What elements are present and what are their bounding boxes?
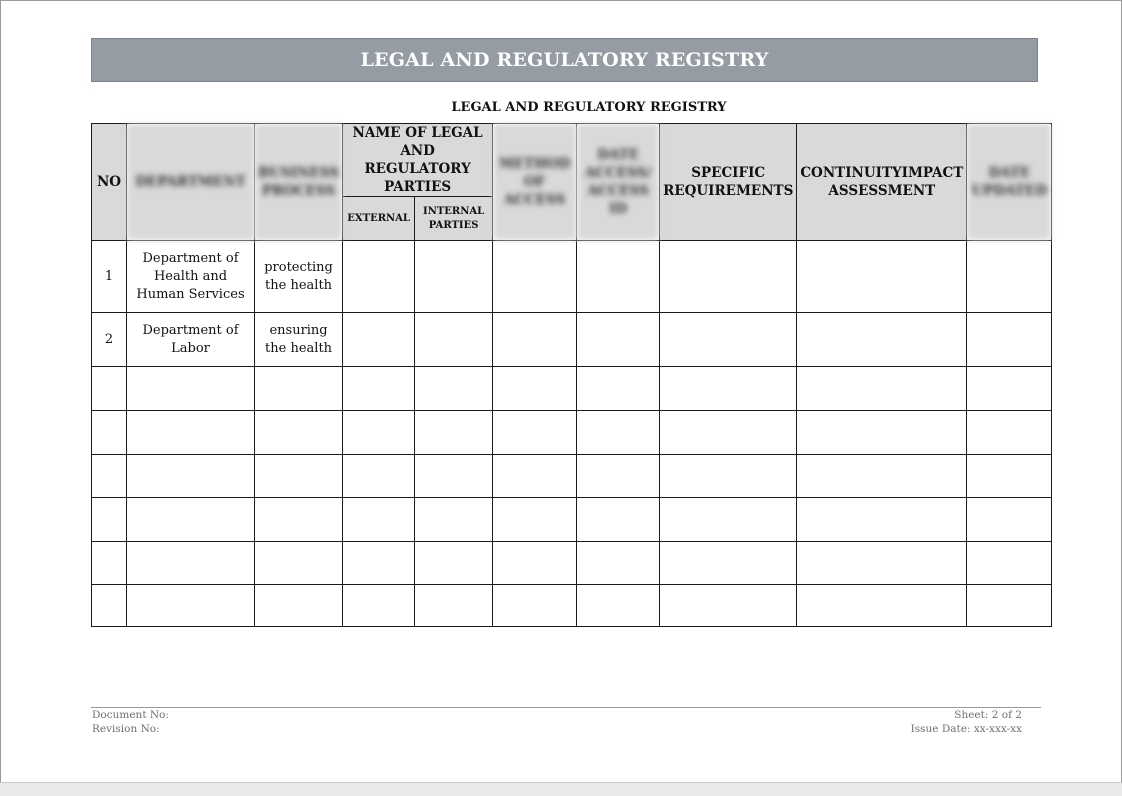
empty-cell [577,367,660,411]
empty-cell [343,498,415,542]
table-row [92,542,1052,585]
empty-cell [92,498,127,542]
empty-cell [415,585,493,627]
header-method-of-access: METHOD OF ACCESS [493,124,577,241]
sheet-number: Sheet: 2 of 2 [954,709,1022,721]
cell-date-access [577,313,660,367]
cell-requirements [660,241,797,313]
empty-cell [255,367,343,411]
empty-cell [660,455,797,498]
empty-cell [127,498,255,542]
table-title: LEGAL AND REGULATORY REGISTRY [451,100,727,115]
empty-cell [797,542,967,585]
revision-no-label: Revision No: [92,723,160,735]
empty-cell [343,455,415,498]
empty-cell [967,498,1052,542]
header-no: NO [92,124,127,241]
table-row [92,313,1052,367]
empty-cell [577,585,660,627]
cell-internal [415,313,493,367]
empty-cell [797,498,967,542]
empty-cell [343,411,415,455]
empty-cell [92,542,127,585]
empty-cell [127,585,255,627]
registry-table [91,123,1052,627]
table-row [92,367,1052,411]
empty-cell [255,411,343,455]
empty-cell [92,585,127,627]
cell-method [493,241,577,313]
empty-cell [797,455,967,498]
empty-cell [255,585,343,627]
empty-cell [577,542,660,585]
cell-method [493,313,577,367]
empty-cell [493,498,577,542]
cell-date-updated [967,313,1052,367]
empty-cell [415,367,493,411]
empty-cell [343,367,415,411]
empty-cell [255,542,343,585]
cell-external [343,241,415,313]
header-external: EXTERNAL [343,197,415,241]
empty-cell [797,411,967,455]
header-continuity-impact: CONTINUITYIMPACT ASSESSMENT [797,124,967,241]
document-no-label: Document No: [92,709,169,721]
empty-cell [967,585,1052,627]
header-date-updated: DATE UPDATED [967,124,1052,241]
footer-left [92,708,169,736]
empty-cell [127,455,255,498]
header-specific-requirements: SPECIFIC REQUIREMENTS [660,124,797,241]
header-date-access: DATE ACCESS/ ACCESS ID [577,124,660,241]
empty-cell [343,542,415,585]
empty-cell [967,367,1052,411]
cell-department: Department of Health and Human Services [127,241,255,313]
cell-continuity [797,313,967,367]
table-row [92,241,1052,313]
cell-no: 2 [92,313,127,367]
empty-cell [127,367,255,411]
empty-cell [415,542,493,585]
header-name-of-parties: NAME OF LEGAL AND REGULATORY PARTIES [343,124,493,197]
empty-cell [797,585,967,627]
empty-cell [343,585,415,627]
bottom-scroll-strip [0,782,1122,796]
empty-cell [660,542,797,585]
table-row [92,455,1052,498]
empty-cell [255,455,343,498]
empty-cell [660,411,797,455]
table-row [92,498,1052,542]
empty-cell [493,585,577,627]
empty-cell [415,455,493,498]
empty-cell [127,542,255,585]
empty-cell [493,411,577,455]
empty-cell [92,367,127,411]
empty-cell [967,455,1052,498]
table-row [92,585,1052,627]
empty-cell [92,411,127,455]
empty-cell [493,455,577,498]
cell-internal [415,241,493,313]
empty-cell [660,367,797,411]
empty-cell [255,498,343,542]
empty-cell [660,585,797,627]
empty-cell [92,455,127,498]
cell-date-access [577,241,660,313]
cell-requirements [660,313,797,367]
empty-cell [577,498,660,542]
cell-external [343,313,415,367]
empty-cell [660,498,797,542]
empty-cell [493,542,577,585]
cell-continuity [797,241,967,313]
empty-cell [967,411,1052,455]
cell-department: Department of Labor [127,313,255,367]
header-internal-parties: INTERNAL PARTIES [415,197,493,241]
empty-cell [577,411,660,455]
empty-cell [493,367,577,411]
cell-date-updated [967,241,1052,313]
empty-cell [415,498,493,542]
empty-cell [415,411,493,455]
cell-business-process: ensuring the health [255,313,343,367]
empty-cell [797,367,967,411]
cell-no: 1 [92,241,127,313]
empty-cell [967,542,1052,585]
page-title-banner: LEGAL AND REGULATORY REGISTRY [91,38,1038,82]
header-business-process: BUSINESS PROCESS [255,124,343,241]
empty-cell [577,455,660,498]
footer-right [880,708,1022,736]
issue-date: Issue Date: xx-xxx-xx [910,723,1022,735]
cell-business-process: protecting the health [255,241,343,313]
empty-cell [127,411,255,455]
header-department: DEPARTMENT [127,124,255,241]
table-row [92,411,1052,455]
